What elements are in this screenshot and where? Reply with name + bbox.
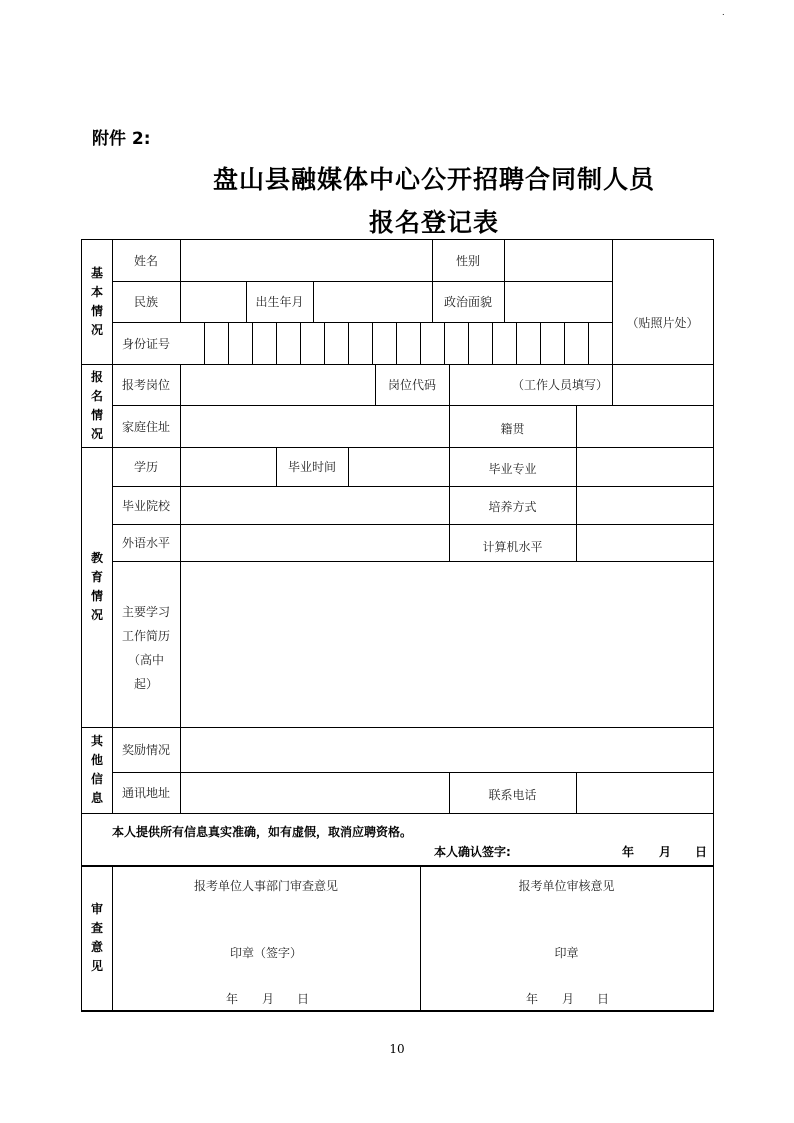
staff-fill-note: （工作人员填写） xyxy=(511,378,608,392)
id-cell-divider xyxy=(324,322,325,364)
position-code-label: 岗位代码 xyxy=(387,378,436,392)
id-cell-divider xyxy=(540,322,541,364)
hr-review-title: 报考单位人事部门审查意见 xyxy=(193,878,338,893)
section-education xyxy=(82,447,112,727)
section-char: 信 xyxy=(90,772,103,786)
name-label: 姓名 xyxy=(133,253,158,268)
degree-field[interactable] xyxy=(180,447,276,486)
id-cell-divider xyxy=(396,322,397,364)
birth-label: 出生年月 xyxy=(255,295,304,309)
position-field[interactable] xyxy=(180,364,375,405)
resume-label: 主要学习 工作简历 （高中 起） xyxy=(121,605,170,691)
id-digit-cell[interactable] xyxy=(492,322,516,364)
resume-field[interactable] xyxy=(180,561,713,727)
id-digit-cell[interactable] xyxy=(348,322,372,364)
awards-label: 奖励情况 xyxy=(121,743,170,757)
section-char: 查 xyxy=(90,921,103,935)
id-number-label: 身份证号 xyxy=(121,336,170,351)
grad-time-field[interactable] xyxy=(348,447,449,486)
unit-stamp[interactable]: 印章 xyxy=(554,945,579,960)
section-char: 教 xyxy=(90,551,103,565)
id-cell-divider xyxy=(420,322,421,364)
section-char: 审 xyxy=(90,902,103,916)
id-digit-cell[interactable] xyxy=(300,322,324,364)
id-cell-divider xyxy=(444,322,445,364)
table-border-bottom xyxy=(81,1010,714,1012)
major-field[interactable] xyxy=(576,447,713,486)
id-digit-cell[interactable] xyxy=(468,322,492,364)
id-cell-divider xyxy=(348,322,349,364)
id-cell-divider xyxy=(204,322,205,364)
section-basic-info xyxy=(82,239,112,364)
id-cell-divider xyxy=(228,322,229,364)
awards-field[interactable] xyxy=(180,727,713,772)
section-review xyxy=(82,866,112,1010)
id-digit-cell[interactable] xyxy=(444,322,468,364)
computer-field[interactable] xyxy=(576,524,713,561)
address-field[interactable] xyxy=(180,405,449,447)
degree-label: 学历 xyxy=(133,460,158,474)
section-char: 情 xyxy=(90,303,103,318)
training-label: 培养方式 xyxy=(488,499,537,514)
id-digit-cell[interactable] xyxy=(564,322,588,364)
form-subtitle: 报名登记表 xyxy=(368,208,499,237)
id-digit-cell[interactable] xyxy=(516,322,540,364)
id-digit-cell[interactable] xyxy=(180,322,204,364)
id-cell-divider xyxy=(372,322,373,364)
section-other xyxy=(82,727,112,813)
declaration-month: 月 xyxy=(659,844,672,859)
id-digit-cell[interactable] xyxy=(324,322,348,364)
school-label: 毕业院校 xyxy=(121,498,170,513)
language-field[interactable] xyxy=(180,524,449,561)
native-place-label: 籍贯 xyxy=(500,421,525,436)
section-char: 况 xyxy=(90,608,103,622)
id-cell-divider xyxy=(252,322,253,364)
unit-month: 月 xyxy=(562,991,575,1006)
contact-address-label: 通讯地址 xyxy=(121,786,170,800)
id-cell-divider xyxy=(516,322,517,364)
phone-field[interactable] xyxy=(576,772,713,813)
native-place-field[interactable] xyxy=(576,405,713,447)
birth-field[interactable] xyxy=(313,281,432,322)
id-digit-cell[interactable] xyxy=(252,322,276,364)
school-field[interactable] xyxy=(180,486,449,524)
position-label: 报考岗位 xyxy=(121,378,170,392)
photo-placeholder: （贴照片处） xyxy=(626,315,699,330)
unit-day: 日 xyxy=(597,991,610,1006)
name-field[interactable] xyxy=(180,239,432,281)
gender-label: 性别 xyxy=(455,253,480,268)
table-border-right xyxy=(713,239,714,1011)
grad-time-label: 毕业时间 xyxy=(287,460,336,474)
section-char: 况 xyxy=(90,322,103,337)
id-digit-cell[interactable] xyxy=(276,322,300,364)
section-char: 育 xyxy=(90,570,103,584)
corner-mark: . xyxy=(722,8,725,17)
contact-address-field[interactable] xyxy=(180,772,449,813)
section-char: 息 xyxy=(90,791,103,805)
declaration-statement: 本人提供所有信息真实准确，如有虚假，取消应聘资格。 xyxy=(112,824,413,839)
ethnicity-label: 民族 xyxy=(133,295,158,309)
position-code-field[interactable] xyxy=(449,364,612,405)
hr-month: 月 xyxy=(262,991,275,1006)
section-char: 报 xyxy=(90,369,103,384)
id-cell-divider xyxy=(588,322,589,364)
row-line xyxy=(81,865,714,867)
section-application xyxy=(82,364,112,447)
form-title: 盘山县融媒体中心公开招聘合同制人员 xyxy=(212,165,655,194)
id-digit-cell[interactable] xyxy=(396,322,420,364)
phone-label: 联系电话 xyxy=(488,788,537,802)
id-digit-cell[interactable] xyxy=(420,322,444,364)
section-char: 见 xyxy=(90,959,103,973)
id-digit-cell[interactable] xyxy=(540,322,564,364)
section-char: 本 xyxy=(90,284,103,299)
gender-field[interactable] xyxy=(504,239,612,281)
section-char: 他 xyxy=(90,753,103,767)
ethnicity-field[interactable] xyxy=(180,281,246,322)
id-digit-cell[interactable] xyxy=(588,322,612,364)
id-cell-divider xyxy=(468,322,469,364)
attachment-label: 附件 2: xyxy=(92,129,151,149)
major-label: 毕业专业 xyxy=(488,462,537,476)
id-cell-divider xyxy=(564,322,565,364)
training-field[interactable] xyxy=(576,486,713,524)
unit-year: 年 xyxy=(526,991,539,1006)
address-label: 家庭住址 xyxy=(121,419,170,434)
hr-day: 日 xyxy=(297,991,310,1006)
signature-label[interactable]: 本人确认签字: xyxy=(434,844,511,859)
political-field[interactable] xyxy=(504,281,612,322)
section-char: 情 xyxy=(90,589,103,603)
section-char: 情 xyxy=(90,407,103,422)
id-cell-divider xyxy=(492,322,493,364)
id-digit-cell[interactable] xyxy=(228,322,252,364)
section-char: 况 xyxy=(90,426,103,441)
computer-label: 计算机水平 xyxy=(482,540,543,554)
id-digit-cell[interactable] xyxy=(204,322,228,364)
id-cell-divider xyxy=(276,322,277,364)
section-char: 基 xyxy=(90,265,103,280)
page-number: 10 xyxy=(389,1042,405,1056)
id-cell-divider xyxy=(300,322,301,364)
hr-stamp[interactable]: 印章（签字） xyxy=(229,945,302,960)
section-char: 意 xyxy=(90,940,103,954)
unit-review-title: 报考单位审核意见 xyxy=(518,878,615,893)
political-label: 政治面貌 xyxy=(443,295,492,309)
row-line xyxy=(81,813,714,814)
language-label: 外语水平 xyxy=(121,536,170,550)
section-char: 名 xyxy=(90,388,103,403)
id-digit-cell[interactable] xyxy=(372,322,396,364)
section-char: 其 xyxy=(90,734,103,748)
declaration-day: 日 xyxy=(695,844,708,859)
hr-year: 年 xyxy=(226,991,239,1006)
declaration-year: 年 xyxy=(622,844,635,859)
